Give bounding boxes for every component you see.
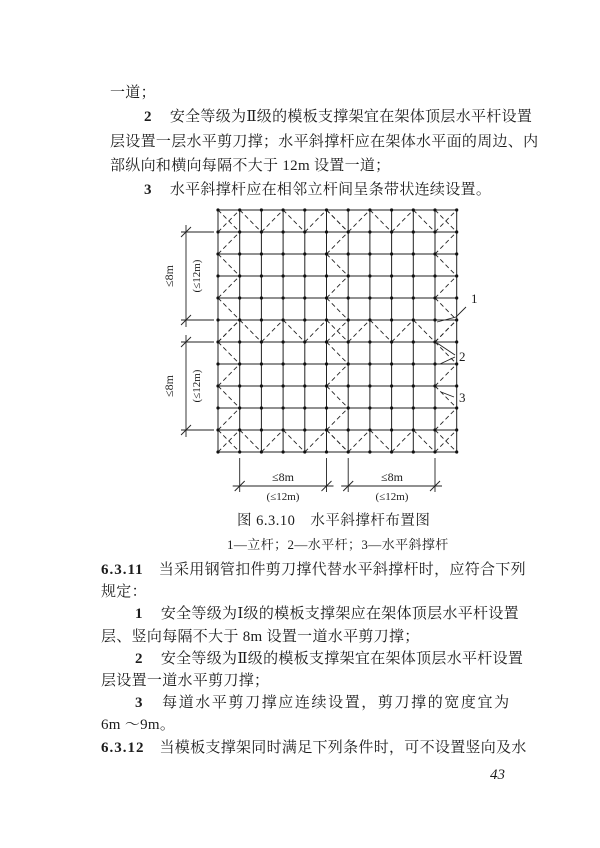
item-number: 1 xyxy=(135,606,143,623)
clause-text: 当模板支撑架同时满足下列条件时，可不设置竖向及水 xyxy=(159,739,527,756)
body-text-line xyxy=(101,559,526,581)
clause-number: 6.3.11 xyxy=(101,562,144,578)
item-text: 安全等级为Ⅱ级的模板支撑架宜在架体顶层水平杆设置 xyxy=(160,650,524,667)
clause-number: 6.3.12 xyxy=(101,739,145,756)
body-text-line: 层、竖向每隔不大于 8m 设置一道水平剪刀撑； xyxy=(101,628,420,645)
dimension-label-vertical-2-main: ≤8m xyxy=(162,375,176,397)
figure-legend: 1—立杆；2—水平杆；3—水平斜撑杆 xyxy=(227,537,449,552)
item-text: 每道水平剪刀撑应连续设置，剪刀撑的宽度宜为 xyxy=(162,695,511,712)
body-text-line xyxy=(101,603,519,625)
body-text-line: 6m ～9m。 xyxy=(101,717,176,734)
body-text-line: 一道； xyxy=(110,85,156,101)
body-text-line: 层设置一层水平剪刀撑；水平斜撑杆应在架体水平面的周边、内 xyxy=(110,133,539,150)
item-number: 3 xyxy=(144,182,152,199)
diagram-geometry xyxy=(181,208,466,492)
dimension-label-horizontal-2-main: ≤8m xyxy=(381,470,403,484)
dimension-label-horizontal-1-main: ≤8m xyxy=(272,470,294,484)
dimension-label-horizontal-1-paren: (≤12m) xyxy=(266,491,300,503)
item-number: 3 xyxy=(135,695,145,712)
body-text-line xyxy=(110,105,533,129)
page-number: 43 xyxy=(490,767,505,783)
body-text-line: 规定： xyxy=(101,584,147,601)
dimension-label-horizontal-2-paren: (≤12m) xyxy=(375,491,409,503)
item-number: 2 xyxy=(144,109,152,126)
body-text-line xyxy=(101,692,511,714)
paragraph-block-top xyxy=(110,81,539,202)
item-number: 2 xyxy=(135,650,143,667)
body-text-line xyxy=(101,737,527,759)
body-text-line: 部纵向和横向每隔不大于 12m 设置一道； xyxy=(110,157,391,174)
body-text-line xyxy=(101,648,524,670)
body-text-line: 层设置一道水平剪刀撑； xyxy=(101,673,270,690)
paragraph-block-bottom xyxy=(101,559,527,759)
body-text-line xyxy=(110,178,514,202)
item-text: 安全等级为Ⅰ级的模板支撑架应在架体顶层水平杆设置 xyxy=(160,606,519,623)
item-text: 水平斜撑杆应在相邻立杆间呈条带状连续设置。 xyxy=(169,182,492,199)
callout-label-post: 1 xyxy=(471,291,478,306)
callout-label-horizontal-bar: 2 xyxy=(459,349,466,364)
dimension-label-vertical-1-main: ≤8m xyxy=(162,265,176,287)
clause-text: 当采用钢管扣件剪刀撑代替水平斜撑杆时，应符合下列 xyxy=(158,562,526,578)
dimension-label-vertical-2-paren: (≤12m) xyxy=(191,369,203,403)
dimension-label-vertical-1-paren: (≤12m) xyxy=(191,259,203,293)
callout-label-diagonal-brace: 3 xyxy=(459,390,466,405)
item-text: 安全等级为Ⅱ级的模板支撑架宜在架体顶层水平杆设置 xyxy=(169,109,533,126)
figure-caption: 图 6.3.10 水平斜撑杆布置图 xyxy=(237,513,431,529)
